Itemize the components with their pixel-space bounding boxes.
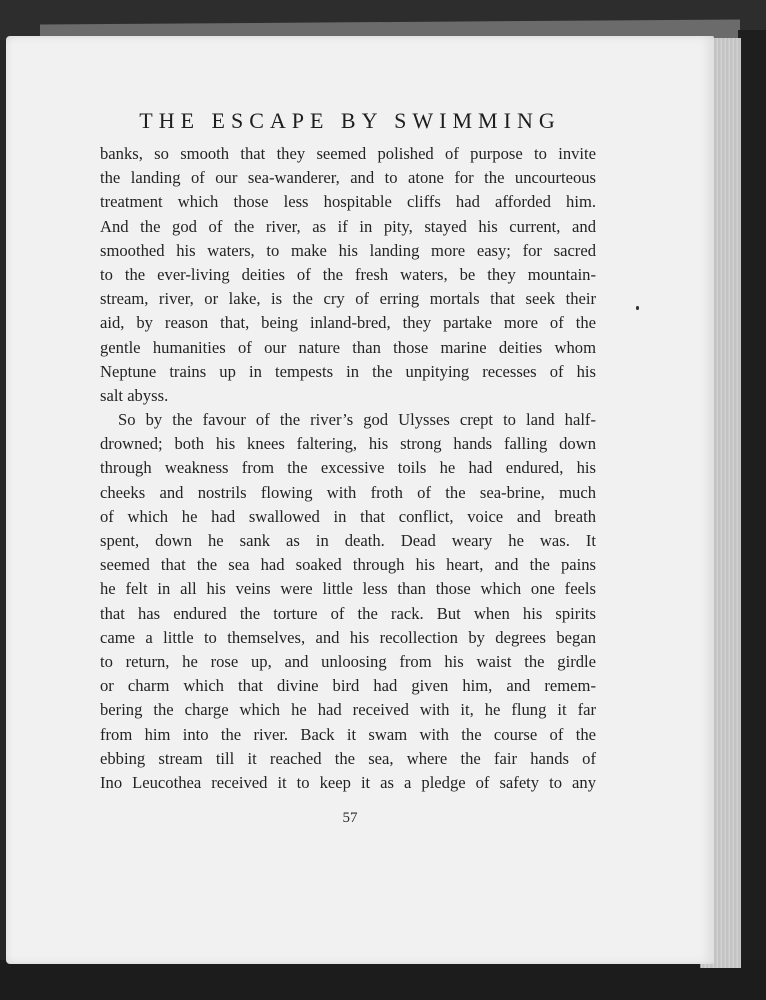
text-line: smoothed his waters, to make his landing more easy; for sacred [100,240,596,260]
text-line: And the god of the river, as if in pity, stayed his current, and [100,216,596,236]
text-line: spent, down he sank as in death. Dead weary he was. It [100,531,596,550]
text-line: that has endured the torture of the rack. But when his spirits [100,603,596,623]
text-line: bering the charge which he had received with it, he flung it far [100,700,596,720]
book-cover-right-edge [738,30,766,980]
page-number: 57 [342,810,358,826]
text-line: seemed that the sea had soaked through his heart, and the pains [100,555,596,575]
text-line: from him into the river. Back it swam with the course of the [100,724,596,744]
text-line: aid, by reason that, being inland-bred, they partake more of the [100,313,596,333]
text-line: through weakness from the excessive toils he had endured, his [100,458,596,478]
text-line: salt abyss. [100,385,169,405]
text-line: he felt in all his veins were little less than those which one feels [100,579,596,599]
text-line: Neptune trains up in tempests in the unpitying recesses of his [100,361,596,381]
text-line: the landing of our sea-wanderer, and to atone for the uncourteous [100,168,596,188]
text-line: to return, he rose up, and unloosing from his waist the girdle [100,651,596,671]
running-head: THE ESCAPE BY SWIMMING [139,108,561,133]
book-page [6,36,714,964]
text-line: Ino Leucothea received it to keep it as a pledge of safety to any [100,772,596,792]
text-line: drowned; both his knees faltering, his strong hands falling down [100,434,596,454]
body-text [100,142,596,795]
text-line: So by the favour of the river’s god Ulysses crept to land half- [118,410,596,430]
text-line: came a little to themselves, and his recollection by degrees began [100,627,596,647]
text-line: ebbing stream till it reached the sea, where the fair hands of [100,748,596,768]
text-line: stream, river, or lake, is the cry of erring mortals that seek their [100,289,596,309]
text-line: cheeks and nostrils flowing with froth of the sea-brine, much [100,482,596,502]
text-line: to the ever-living deities of the fresh waters, be they mountain- [100,264,596,284]
text-line: banks, so smooth that they seemed polished of purpose to invite [100,144,596,163]
text-line: treatment which those less hospitable cliffs had afforded him. [100,192,596,212]
paper-speck [636,306,639,310]
text-line: of which he had swallowed in that conflict, voice and breath [100,506,596,526]
book-cover-bottom-edge [0,960,766,1000]
text-line: gentle humanities of our nature than those marine deities whom [100,337,596,357]
text-line: or charm which that divine bird had given him, and remem- [100,676,596,696]
